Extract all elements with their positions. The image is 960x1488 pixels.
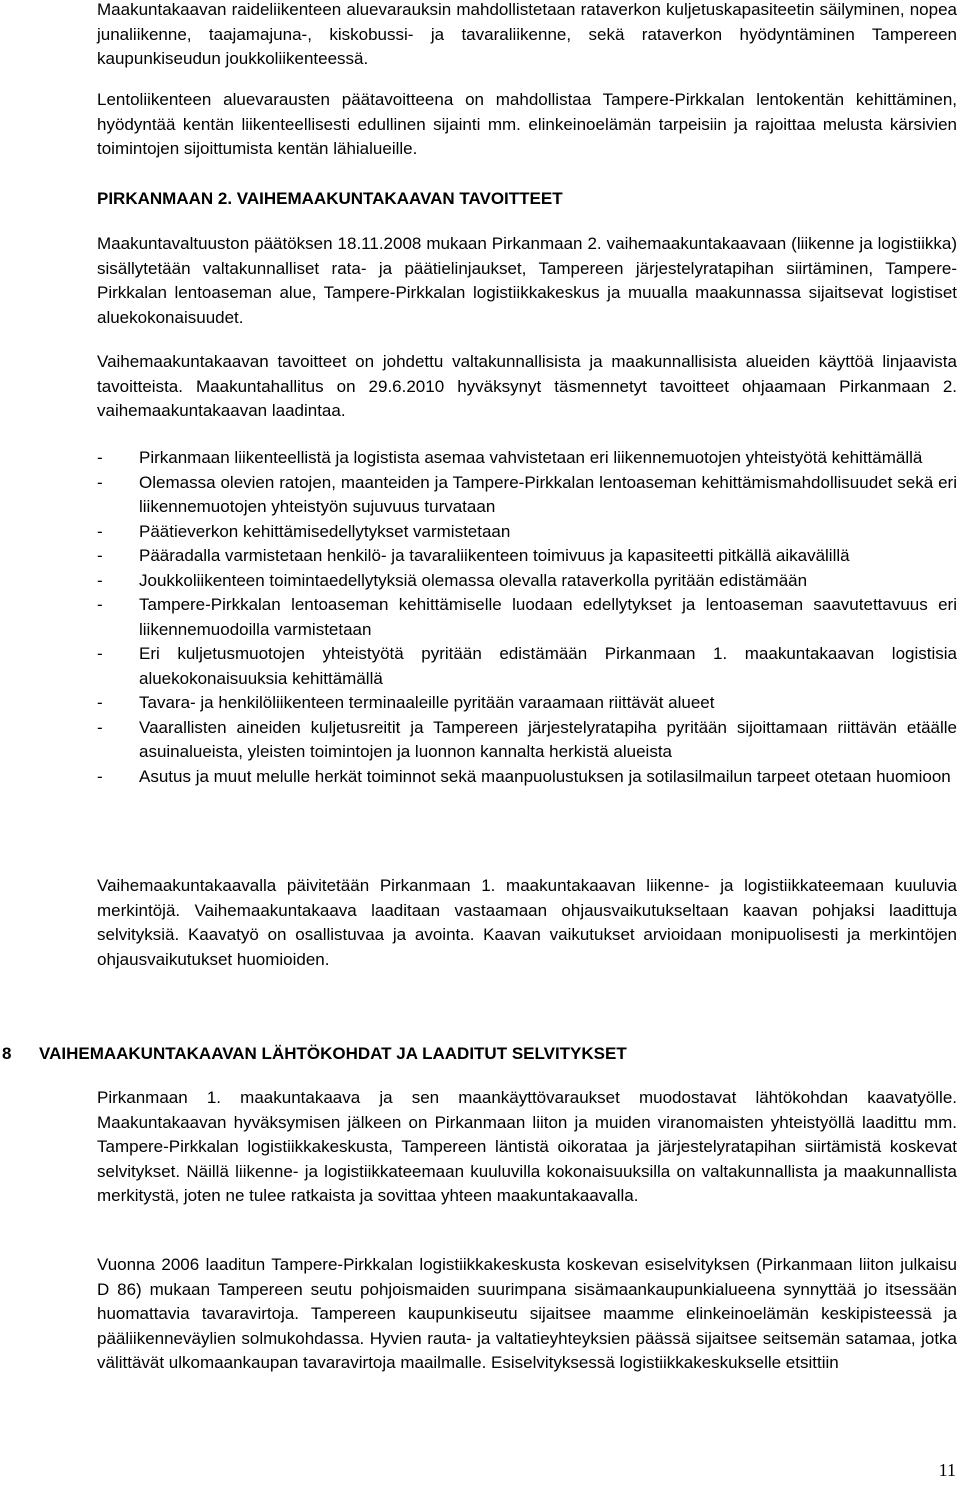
list-item-text: Päätieverkon kehittämisedellytykset varmistetaan — [139, 521, 511, 541]
list-item — [97, 544, 957, 569]
list-item-text: Pirkanmaan liikenteellistä ja logistista asemaa vahvistetaan eri liikennemuotojen yhteistyötä kehittämällä — [139, 448, 923, 467]
paragraph-rail-traffic: Maakuntakaavan raideliikenteen aluevarauksin mahdollistetaan rataverkon kuljetuskapasiteetin säilyminen, nopea junaliikenne, taajamajuna-, kiskobussi- ja tavaraliikenne, sekä rataverkon hyödyntäminen Tampereen kaupunkiseudun joukkoliikenteessä. — [97, 0, 957, 68]
section-number: 8 — [2, 1044, 12, 1063]
list-item — [97, 520, 957, 545]
list-item — [97, 569, 957, 594]
paragraph-update-notes: Vaihemaakuntakaavalla päivitetään Pirkanmaan 1. maakuntakaavan liikenne- ja logistiikkateemaan kuuluvia merkintöjä. Vaihemaakuntakaava laaditaan vastaamaan ohjausvaikutukseltaan kaavan pohjaksi laadittuja selvityksiä. Kaavatyö on osallistuvaa ja avointa. Kaavan vaikutukset arvioidaan monipuolisesti ja merkintöjen ohjausvaikutukset huomioiden. — [97, 876, 957, 969]
list-item-text: Pääradalla varmistetaan henkilö- ja tavaraliikenteen toimivuus ja kapasiteetti pitkällä aikavälillä — [139, 546, 850, 565]
list-item-text: Olemassa olevien ratojen, maanteiden ja Tampere-Pirkkalan lentoaseman kehittämismahdollisuudet sekä eri liikennemuotojen yhteistyön sujuvuus turvataan — [139, 472, 957, 516]
list-dash: - — [97, 717, 103, 737]
list-item-text: Tampere-Pirkkalan lentoaseman kehittämiselle luodaan edellytykset ja lentoaseman saavutettavuus eri liikennemuodoilla varmistetaan — [139, 595, 957, 639]
list-dash: - — [97, 448, 103, 467]
list-dash: - — [97, 644, 103, 663]
list-dash: - — [97, 472, 103, 492]
list-item — [97, 593, 957, 642]
list-dash: - — [97, 595, 103, 614]
paragraph-goals-derivation: Vaihemaakuntakaavan tavoitteet on johdettu valtakunnallisista ja maakunnallisista alueiden käyttöä linjaavista tavoitteista. Maakuntahallitus on 29.6.2010 hyväksynyt täsmennetyt tavoitteet ohjaamaan Pirkanmaan 2. vaihemaakuntakaavan laadintaa. — [97, 352, 957, 420]
list-dash: - — [97, 693, 103, 712]
list-dash: - — [97, 766, 103, 786]
list-dash: - — [97, 570, 103, 590]
list-item-text: Vaarallisten aineiden kuljetusreitit ja Tampereen järjestelyratapiha pyritään sijoittamaan riittävän etäälle asuinalueista, yleisten toimintojen ja luonnon kannalta herkistä alueista — [139, 717, 957, 761]
list-item — [97, 642, 957, 691]
paragraph-council-decision: Maakuntavaltuuston päätöksen 18.11.2008 mukaan Pirkanmaan 2. vaihemaakuntakaavaan (liikenne ja logistiikka) sisällytetään valtakunnalliset rata- ja päätielinjaukset, Tampereen järjestelyratapihan siirtäminen, Tampere-Pirkkalan lentoaseman alue, Tampere-Pirkkalan logistiikkakeskus ja muualla maakunnassa sijaitsevat logistiset aluekokonaisuudet. — [97, 234, 957, 327]
list-item — [97, 691, 957, 716]
list-item-text: Joukkoliikenteen toimintaedellytyksiä olemassa olevalla rataverkolla pyritään edistämään — [139, 570, 808, 590]
paragraph-logistics-study: Vuonna 2006 laaditun Tampere-Pirkkalan logistiikkakeskusta koskevan esiselvityksen (Pirkanmaan liiton julkaisu D 86) mukaan Tampereen seutu pohjoismaiden suurimpana sisämaankaupunkialueena synnyttää jo itsessään huomattavia tavaravirtoja. Tampereen kaupunkiseutu sijaitsee maamme elinkeinoelämän keskipisteessä ja pääliikenneväylien solmukohdassa. Hyvien rauta- ja valtatieyhteyksien päässä sijaitsee seitsemän satamaa, jotka välittävät ulkomaankaupan tavaravirtoja maailmalle. Esiselvityksessä logistiikkakeskukselle etsittiin — [97, 1255, 957, 1372]
goals-list — [97, 446, 957, 789]
list-item-text: Eri kuljetusmuotojen yhteistyötä pyritään edistämään Pirkanmaan 1. maakuntakaavan logistisia aluekokonaisuuksia kehittämällä — [139, 644, 957, 688]
paragraph-starting-points: Pirkanmaan 1. maakuntakaava ja sen maankäyttövaraukset muodostavat lähtökohdan kaavatyölle. Maakuntakaavan hyväksymisen jälkeen on Pirkanmaan liiton ja muiden viranomaisten yhteistyöllä laadittu mm. Tampere-Pirkkalan logistiikkakeskusta, Tampereen läntistä oikorataa ja järjestelyratapihan siirtämistä koskevat selvitykset. Näillä liikenne- ja logistiikkateemaan kuuluvilla kokonaisuuksilla on valtakunnallista ja maakunnallista merkitystä, joten ne tulee ratkaista ja sovittaa yhteen maakuntakaavalla. — [97, 1088, 957, 1205]
list-item — [97, 471, 957, 520]
list-dash: - — [97, 546, 103, 565]
list-dash: - — [97, 521, 103, 541]
list-item — [97, 765, 957, 790]
goals-heading: PIRKANMAAN 2. VAIHEMAAKUNTAKAAVAN TAVOITTEET — [97, 189, 563, 208]
list-item-text: Tavara- ja henkilöliikenteen terminaaleille pyritään varaamaan riittävät alueet — [139, 693, 715, 712]
paragraph-air-traffic: Lentoliikenteen aluevarausten päätavoitteena on mahdollistaa Tampere-Pirkkalan lentokentän kehittäminen, hyödyntää kentän liikenteellisesti edullinen sijainti mm. elinkeinoelämän tarpeisiin ja rajoittaa melusta kärsivien toimintojen sijoittumista kentän lähialueille. — [97, 90, 957, 158]
page-number: 11 — [938, 1460, 956, 1480]
list-item — [97, 446, 957, 471]
list-item-text: Asutus ja muut melulle herkät toiminnot sekä maanpuolustuksen ja sotilasilmailun tarpeet otetaan huomioon — [139, 766, 951, 786]
list-item — [97, 716, 957, 765]
section-title: VAIHEMAAKUNTAKAAVAN LÄHTÖKOHDAT JA LAADITUT SELVITYKSET — [39, 1044, 627, 1063]
